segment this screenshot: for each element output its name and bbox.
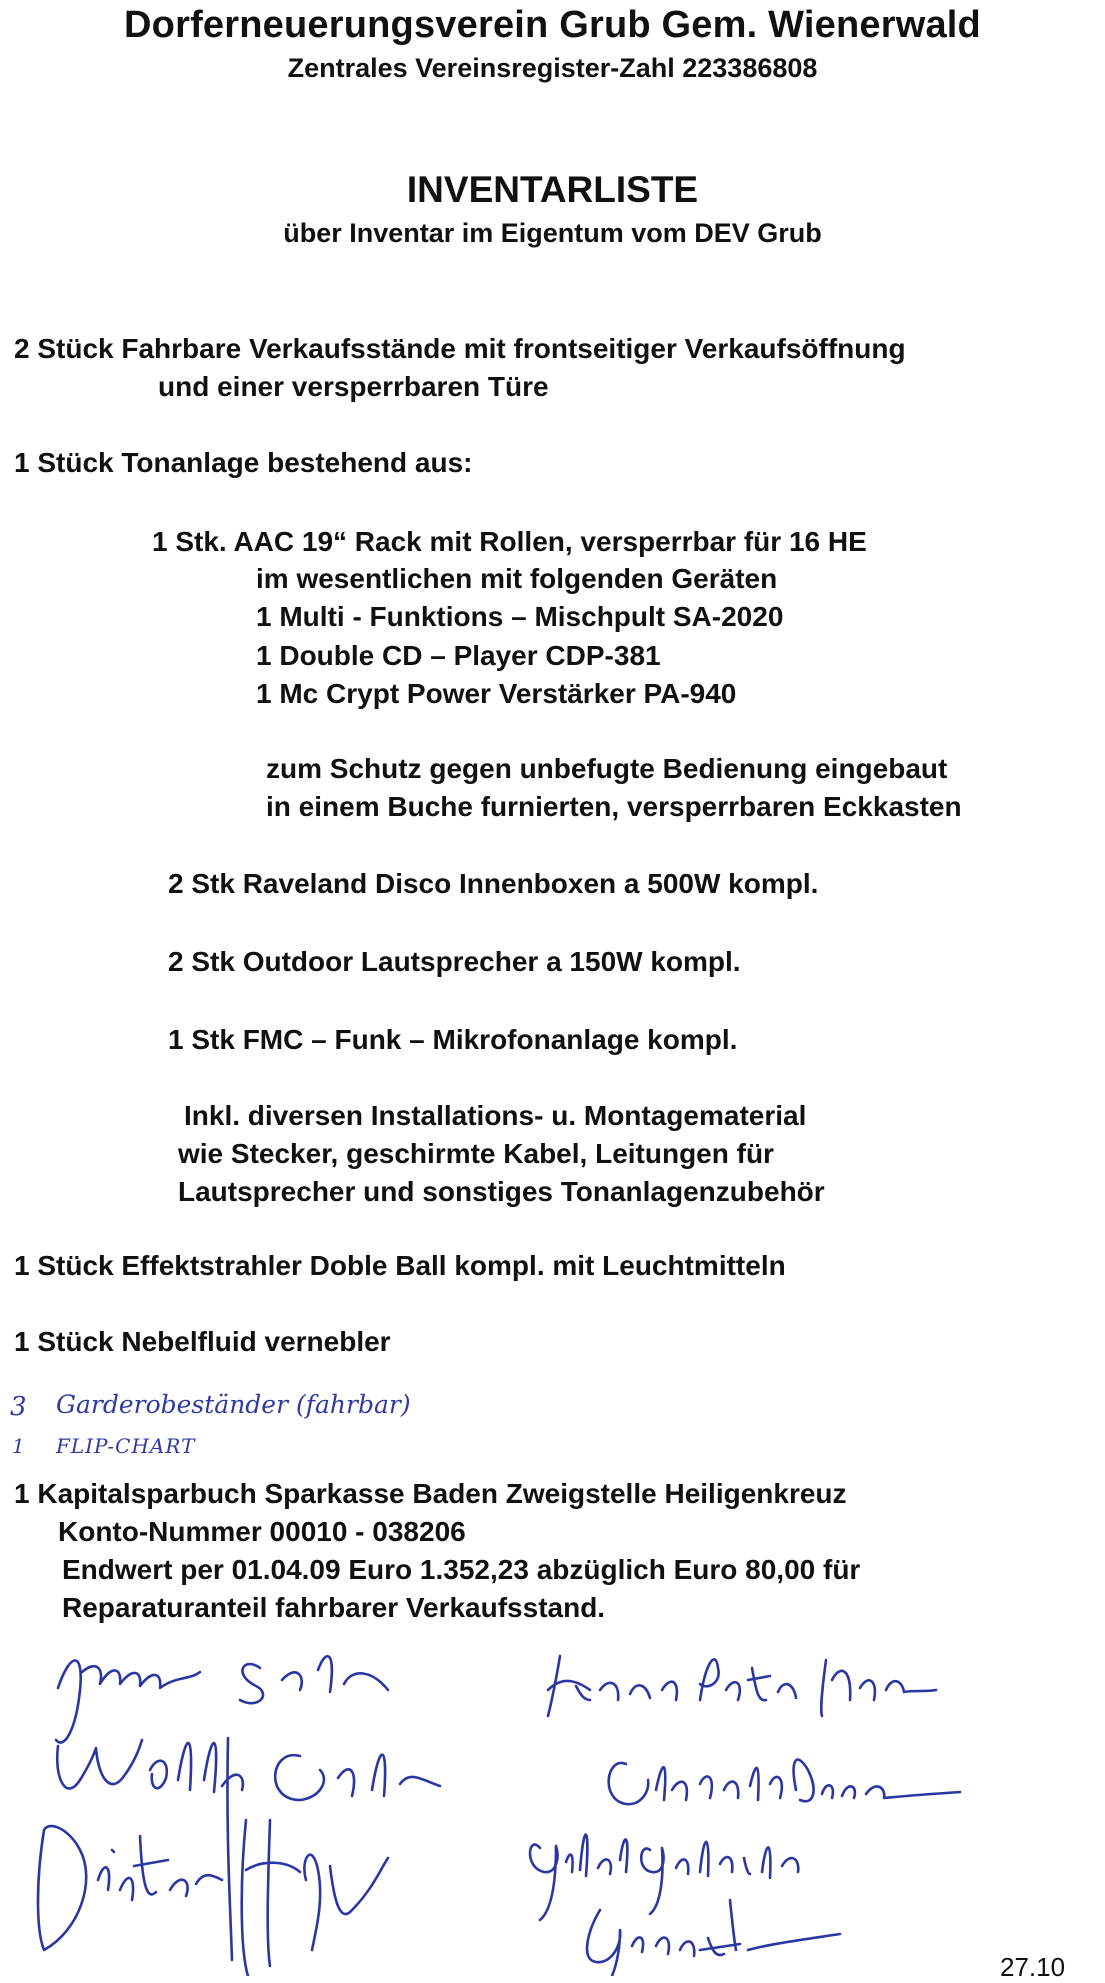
org-name: Dorferneuerungsverein Grub Gem. Wienerwald <box>124 4 981 46</box>
handwritten-qty-1: 3 <box>10 1392 27 1422</box>
handwritten-coat-rack: Garderobeständer (fahrbar) <box>56 1390 411 1419</box>
signature-4 <box>548 1656 936 1716</box>
inkl-line2: wie Stecker, geschirmte Kabel, Leitungen für <box>178 1138 774 1169</box>
signature-5 <box>609 1760 960 1805</box>
signature-2 <box>57 1738 440 1960</box>
item-fmc-microphone: 1 Stk FMC – Funk – Mikrofonanlage kompl. <box>168 1024 738 1055</box>
bank-line3: Endwert per 01.04.09 Euro 1.352,23 abzüglich Euro 80,00 für <box>62 1554 861 1585</box>
rack-line5: 1 Mc Crypt Power Verstärker PA-940 <box>256 678 737 709</box>
item-stands-line1: 2 Stück Fahrbare Verkaufsstände mit frontseitiger Verkaufsöffnung <box>14 333 906 364</box>
handwritten-flip-chart: FLIP-CHART <box>56 1434 196 1458</box>
protect-line1: zum Schutz gegen unbefugte Bedienung eingebaut <box>266 753 948 784</box>
item-outdoor-speakers: 2 Stk Outdoor Lautsprecher a 150W kompl. <box>168 946 741 977</box>
item-indoor-boxes: 2 Stk Raveland Disco Innenboxen a 500W kompl. <box>168 868 819 899</box>
signature-7 <box>587 1900 840 1976</box>
bank-line2: Konto-Nummer 00010 - 038206 <box>58 1516 466 1547</box>
item-sound-heading: 1 Stück Tonanlage bestehend aus: <box>14 447 473 478</box>
document-title: INVENTARLISTE <box>406 169 699 210</box>
item-stands-line2: und einer versperrbaren Türe <box>158 371 549 402</box>
signature-6 <box>530 1835 798 1920</box>
rack-line1: 1 Stk. AAC 19“ Rack mit Rollen, versperrbar für 16 HE <box>152 526 867 557</box>
rack-line4: 1 Double CD – Player CDP-381 <box>256 640 661 671</box>
register-number: Zentrales Vereinsregister-Zahl 223386808 <box>287 53 818 83</box>
rack-line2: im wesentlichen mit folgenden Geräten <box>256 563 778 594</box>
item-effect-light: 1 Stück Effektstrahler Doble Ball kompl. mit Leuchtmitteln <box>14 1250 786 1281</box>
inkl-line1: Inkl. diversen Installations- u. Montagematerial <box>184 1100 807 1131</box>
signature-3 <box>38 1820 388 1976</box>
item-fog-machine: 1 Stück Nebelfluid vernebler <box>14 1326 391 1357</box>
document-subtitle: über Inventar im Eigentum vom DEV Grub <box>283 218 822 248</box>
bank-line1: 1 Kapitalsparbuch Sparkasse Baden Zweigstelle Heiligenkreuz <box>14 1478 847 1509</box>
inkl-line3: Lautsprecher und sonstiges Tonanlagenzubehör <box>178 1176 825 1207</box>
rack-line3: 1 Multi - Funktions – Mischpult SA-2020 <box>256 601 784 632</box>
bank-line4: Reparaturanteil fahrbarer Verkaufsstand. <box>62 1592 606 1623</box>
protect-line2: in einem Buche furnierten, versperrbaren Eckkasten <box>266 791 962 822</box>
handwritten-qty-2: 1 <box>12 1434 25 1458</box>
signature-1 <box>56 1656 388 1742</box>
date-fragment: 27.10 <box>1000 1952 1066 1982</box>
